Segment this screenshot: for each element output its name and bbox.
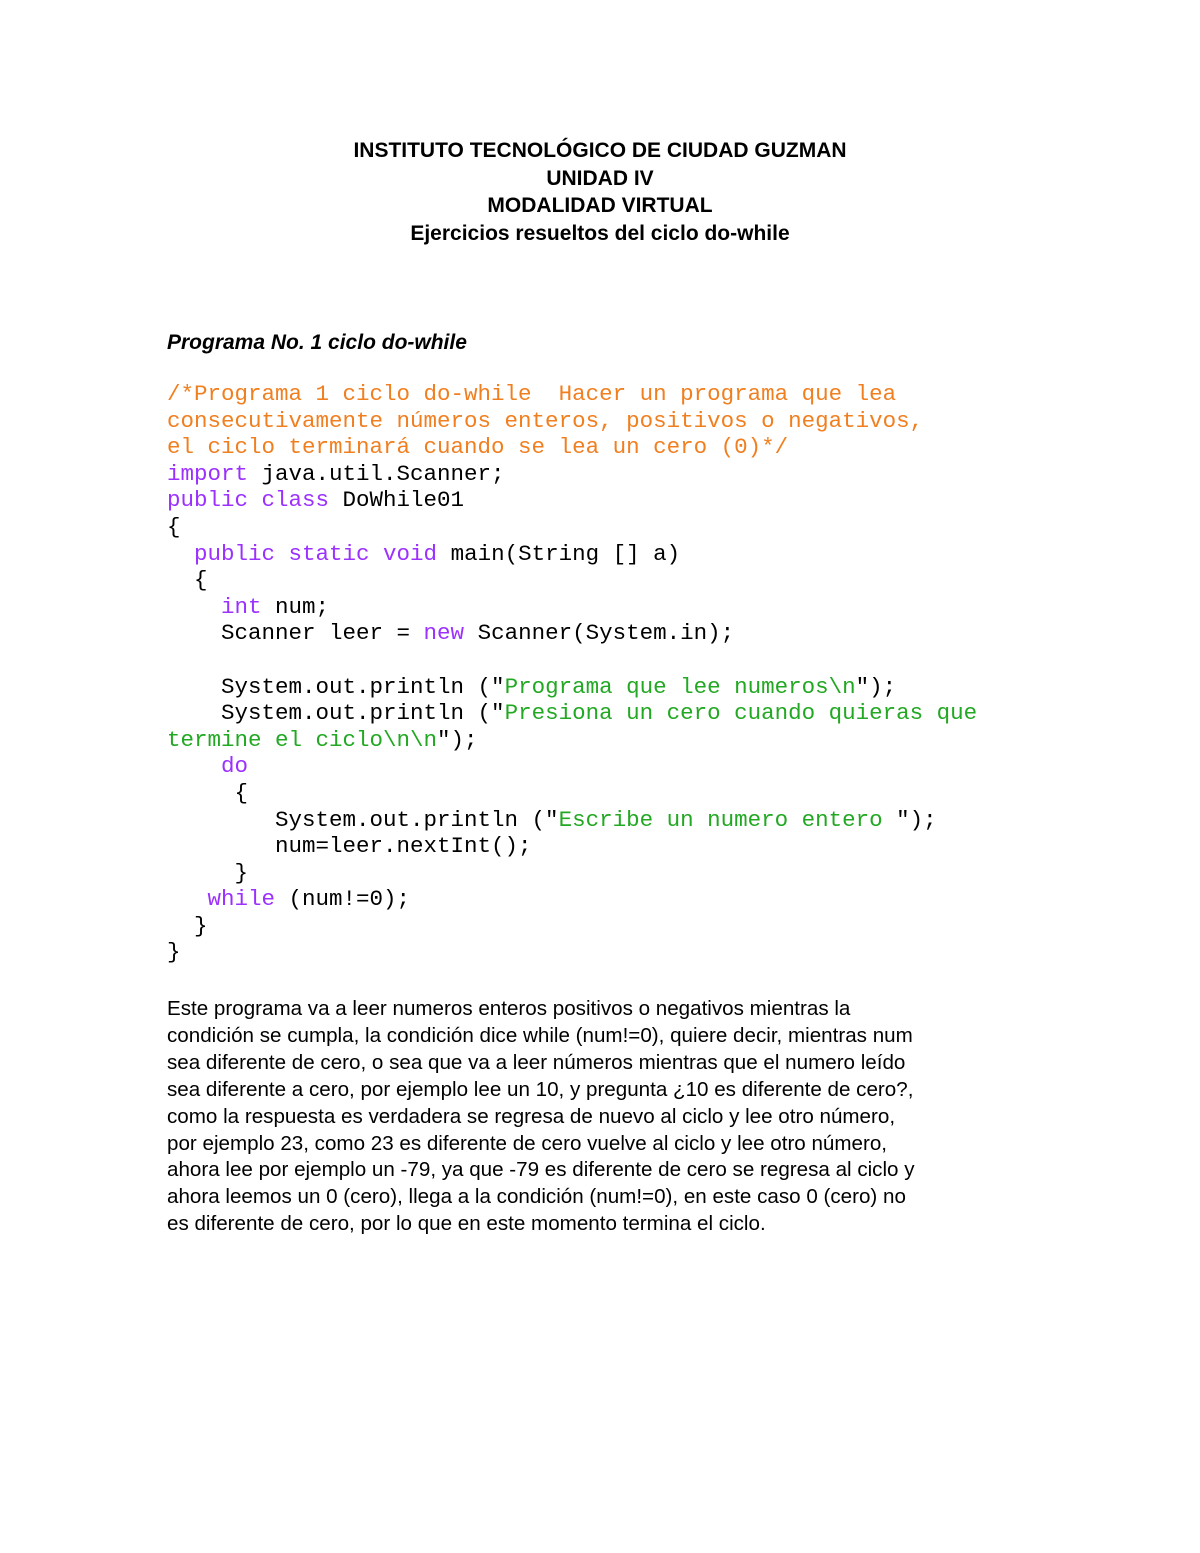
code-line: [167, 620, 977, 647]
code-line: [167, 913, 977, 940]
description-line: ahora leemos un 0 (cero), llega a la condición (num!=0), en este caso 0 (cero) no: [167, 1185, 906, 1209]
code-token-plain: {: [167, 513, 181, 540]
code-token-plain: ");: [855, 673, 897, 700]
code-token-plain: System.out.println (": [167, 673, 505, 700]
code-token-keyword: while: [207, 886, 276, 913]
code-line: [167, 487, 977, 514]
code-line: [167, 567, 977, 594]
code-token-plain: Scanner(System.in);: [464, 620, 735, 647]
code-token-keyword: public class: [167, 487, 330, 514]
code-line: [167, 674, 977, 701]
code-line: [167, 647, 977, 674]
code-token-string: termine el ciclo\n\n: [167, 726, 438, 753]
code-token-comment: el ciclo terminará cuando se lea un cero (0)*/: [167, 434, 789, 461]
code-token-plain: ");: [896, 806, 937, 833]
code-line: [167, 408, 977, 435]
program-description: [167, 996, 1047, 1238]
code-token-plain: }: [167, 859, 249, 886]
code-token-plain: [167, 541, 194, 567]
code-token-plain: (num!=0);: [275, 886, 411, 913]
description-line: es diferente de cero, por lo que en este momento termina el ciclo.: [167, 1212, 766, 1236]
code-line: [167, 514, 977, 541]
code-token-plain: Scanner leer =: [167, 620, 424, 647]
code-token-plain: DoWhile01: [329, 487, 465, 514]
code-token-plain: ");: [437, 726, 478, 753]
code-token-plain: java.util.Scanner;: [248, 460, 505, 487]
code-token-plain: num;: [261, 593, 330, 620]
code-token-comment: consecutivamente números enteros, positivos o negativos,: [167, 407, 924, 434]
code-line: [167, 807, 977, 834]
code-token-comment: /*Programa 1 ciclo do-while Hacer un programa que lea: [167, 381, 897, 407]
description-line: como la respuesta es verdadera se regresa de nuevo al ciclo y lee otro número,: [167, 1104, 896, 1128]
code-line: [167, 541, 977, 568]
code-token-keyword: do: [221, 753, 249, 780]
code-token-string: Presiona un cero cuando quieras que: [504, 700, 978, 727]
code-line: [167, 700, 977, 727]
code-line: [167, 860, 977, 887]
code-token-plain: [167, 594, 221, 620]
code-token-keyword: public static void: [194, 540, 438, 567]
description-line: ahora lee por ejemplo un -79, ya que -79 es diferente de cero se regresa al ciclo y: [167, 1158, 915, 1182]
description-line: sea diferente a cero, por ejemplo lee un 10, y pregunta ¿10 es diferente de cero?,: [167, 1077, 914, 1101]
code-line: [167, 594, 977, 621]
code-line: [167, 727, 977, 754]
code-line: [167, 780, 977, 807]
code-token-string: Programa que lee numeros\n: [504, 673, 856, 700]
document-subtitle: Ejercicios resueltos del ciclo do-while: [410, 221, 790, 245]
institution-name: INSTITUTO TECNOLÓGICO DE CIUDAD GUZMAN: [353, 139, 847, 162]
code-line: [167, 434, 977, 461]
code-token-plain: }: [167, 912, 208, 939]
code-line: [167, 833, 977, 860]
code-token-plain: {: [167, 779, 249, 806]
description-line: sea diferente de cero, o sea que va a leer números mientras que el numero leído: [167, 1050, 906, 1074]
code-token-keyword: import: [167, 460, 249, 487]
description-line: condición se cumpla, la condición dice while (num!=0), quiere decir, mientras num: [167, 1023, 913, 1047]
code-token-plain: num=leer.nextInt();: [167, 833, 532, 860]
modality-title: MODALIDAD VIRTUAL: [487, 194, 713, 217]
code-line: [167, 939, 977, 966]
code-token-plain: System.out.println (": [167, 806, 559, 833]
code-token-string: Escribe un numero entero: [558, 806, 897, 833]
code-token-plain: [167, 886, 208, 912]
code-token-plain: [167, 753, 221, 779]
section-title: Programa No. 1 ciclo do-while: [167, 331, 467, 354]
code-token-plain: System.out.println (": [167, 700, 505, 727]
code-line: [167, 381, 977, 408]
code-line: [167, 753, 977, 780]
code-token-plain: {: [167, 567, 208, 594]
description-line: Este programa va a leer numeros enteros positivos o negativos mientras la: [167, 997, 851, 1020]
code-token-plain: }: [167, 939, 181, 966]
code-token-plain: main(String [] a): [437, 540, 681, 567]
code-token-keyword: int: [221, 593, 262, 620]
code-token-keyword: new: [423, 620, 465, 647]
code-listing: [167, 381, 977, 966]
unit-title: UNIDAD IV: [546, 166, 654, 190]
description-line: por ejemplo 23, como 23 es diferente de cero vuelve al ciclo y lee otro número,: [167, 1131, 888, 1155]
document-header: [0, 137, 1200, 247]
code-line: [167, 461, 977, 488]
code-line: [167, 886, 977, 913]
